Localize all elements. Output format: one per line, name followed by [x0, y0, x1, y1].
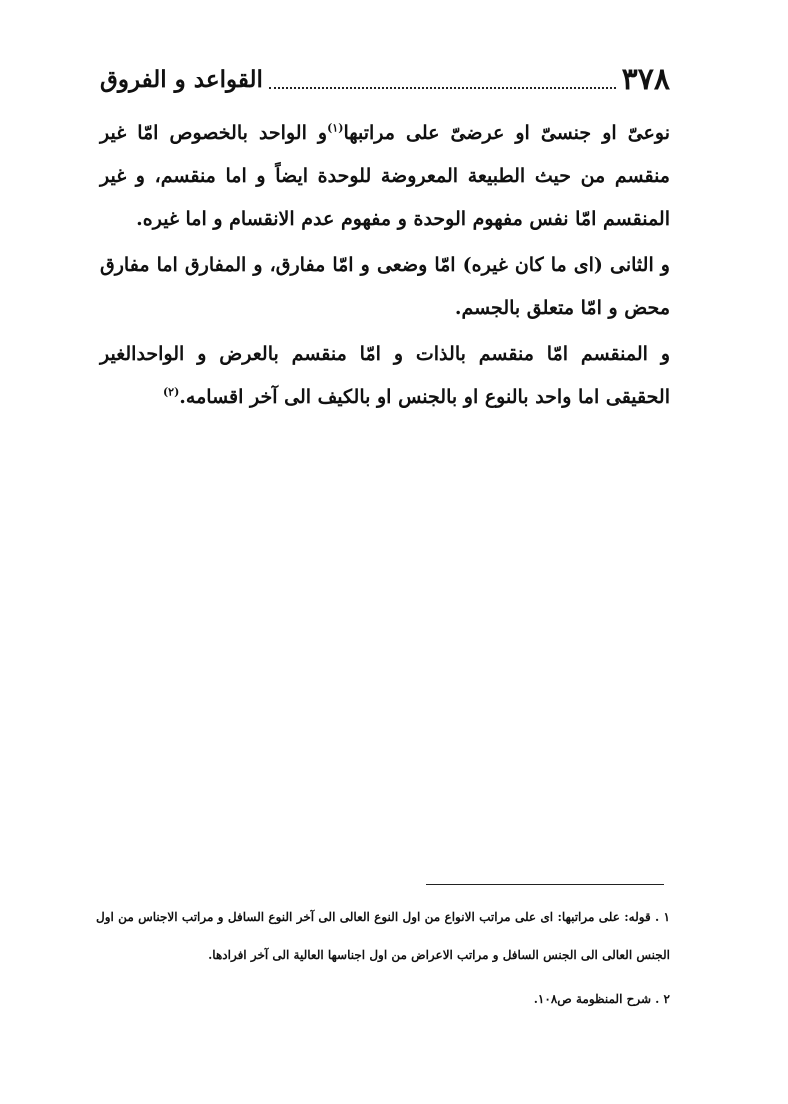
page-header — [100, 58, 670, 98]
paragraph-2: و الثانی (ای ما کان غیره) امّا وضعی و امّا مفارق، و المفارق اما مفارق محض و امّا متعلق بالجسم. — [100, 254, 670, 319]
main-text — [100, 112, 670, 422]
paragraph-1-text-b: و الواحد بالخصوص امّا غیر منقسم من حیث الطبیعة المعروضة للوحدة ایضاً و اما منقسم، و غیر المنقسم امّا نفس مفهوم الوحدة و مفهوم عدم الانقسام و اما غیره. — [100, 122, 670, 230]
footnote-2: ۲ . شرح المنظومة ص۱۰۸. — [533, 992, 670, 1006]
paragraph-1-text-a: نوعیّ او جنسیّ او عرضیّ علی مراتبها — [343, 122, 670, 144]
footnote-1: ۱ . قوله: علی مراتبها: ای علی مراتب الانواع من اول النوع العالی الی آخر النوع السافل و مراتب الاجناس من اول الجنس العالی الی الجنس السافل و مراتب الاعراض من اول اجناسها العالیة الی آخر افرادها. — [96, 910, 670, 962]
dotted-leader — [269, 86, 616, 89]
footnote-ref-1: (۱) — [327, 121, 344, 135]
running-title: القواعد و الفروق — [100, 66, 263, 93]
page-number: ۳۷۸ — [621, 62, 670, 97]
paragraph-3-text: و المنقسم امّا منقسم بالذات و امّا منقسم بالعرض و الواحدالغیر الحقیقی اما واحد بالنوع او بالجنس او بالکیف الی آخر اقسامه. — [100, 343, 670, 408]
footnote-ref-2: (۲) — [162, 385, 180, 399]
paragraph-1 — [100, 112, 670, 241]
paragraph-3 — [100, 333, 670, 419]
footnotes — [96, 898, 670, 1018]
footnote-separator — [426, 884, 664, 885]
